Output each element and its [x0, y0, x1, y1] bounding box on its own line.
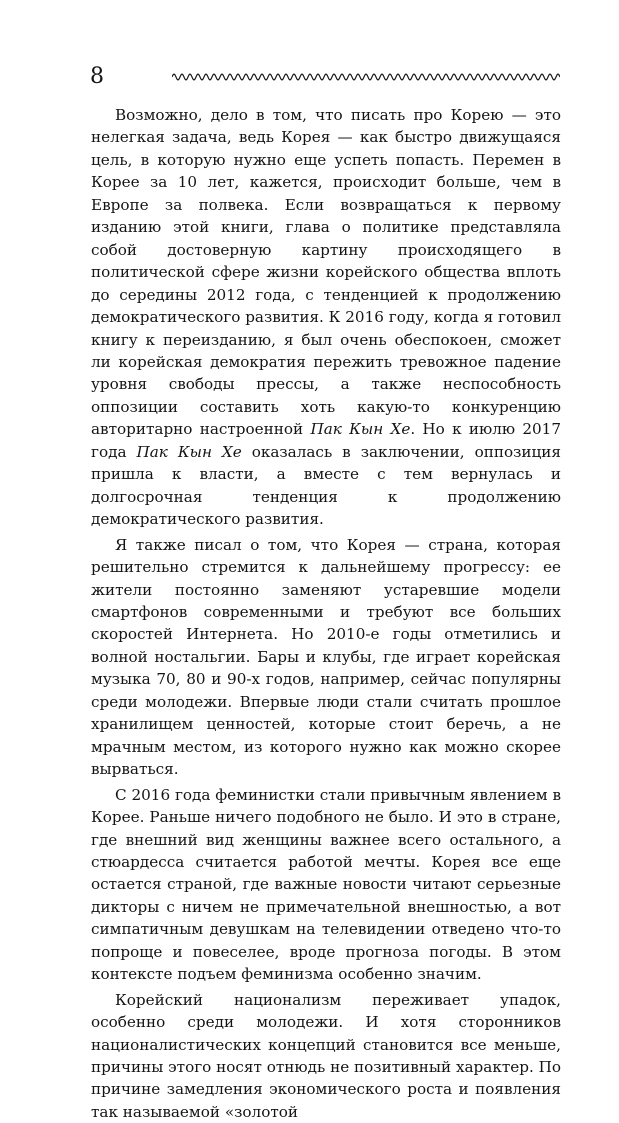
paragraph-3 — [91, 784, 561, 986]
text-run: Возможно, дело в том, что писать про Корею — это нелегкая задача, ведь Корея — как быстро движущаяся цель, в которую нужно еще успеть попасть. Перемен в Корее за 10 лет, кажется, происходит больше, чем в Европе за полвека. Если возвращаться к первому изданию этой книги, глава о политике представляла собой достоверную картину происходящего в политической сфере жизни корейского общества вплоть до середины 2012 года, с тенденцией к продолжению демократического развития. К 2016 году, когда я готовил книгу к переизданию, я был очень обеспокоен, сможет ли корейская демократия пережить тревожное падение уровня свободы прессы, а также неспособность оппозиции составить хоть какую-то конкуренцию авторитарно настроенной — [91, 106, 561, 439]
italic-name: Пак Кын Хе — [136, 442, 242, 461]
body-text — [91, 104, 561, 1123]
wavy-ornament — [172, 72, 560, 82]
paragraph-4 — [91, 989, 561, 1123]
text-run: Корейский национализм переживает упадок, особенно среди молодежи. И хотя сторонников националистических концепций становится все меньше, причины этого носят отнюдь не позитивный характер. По причине замедления экономического роста и появления так называемой «золотой — [91, 990, 561, 1121]
paragraph-2 — [91, 534, 561, 781]
text-run: . Но к июлю 2017 года — [91, 420, 562, 461]
page-header — [90, 64, 560, 94]
text-run: Я также писал о том, что Корея — страна, которая решительно стремится к дальнейшему прогрессу: ее жители постоянно заменяют устаревшие модели смартфонов современными и требуют все больших скоростей Интернета. Но 2010-е годы отметились и волной ностальгии. Бары и клубы, где играет корейская музыка 70, 80 и 90-х годов, например, сейчас популярны среди молодежи. Впервые люди стали считать прошлое хранилищем ценностей, которые стоит беречь, а не мрачным местом, из которого нужно как можно скорее вырваться. — [91, 535, 561, 779]
text-run: оказалась в заключении, оппозиция пришла к власти, а вместе с тем вернулась и долгосрочная тенденция к продолжению демократического развития. — [91, 442, 562, 529]
paragraph-1 — [91, 104, 561, 531]
italic-name: Пак Кын Хе — [310, 420, 411, 439]
page-number: 8 — [90, 64, 104, 89]
text-run: С 2016 года феминистки стали привычным явлением в Корее. Раньше ничего подобного не было. И это в стране, где внешний вид женщины важнее всего остального, а стюардесса считается работой мечты. Корея все еще остается страной, где важные новости читают серьезные дикторы с ничем не примечательной внешностью, а вот симпатичным девушкам на телевидении отведено что-то попроще и повеселее, вроде прогноза погоды. В этом контексте подъем феминизма особенно значим. — [91, 785, 561, 984]
